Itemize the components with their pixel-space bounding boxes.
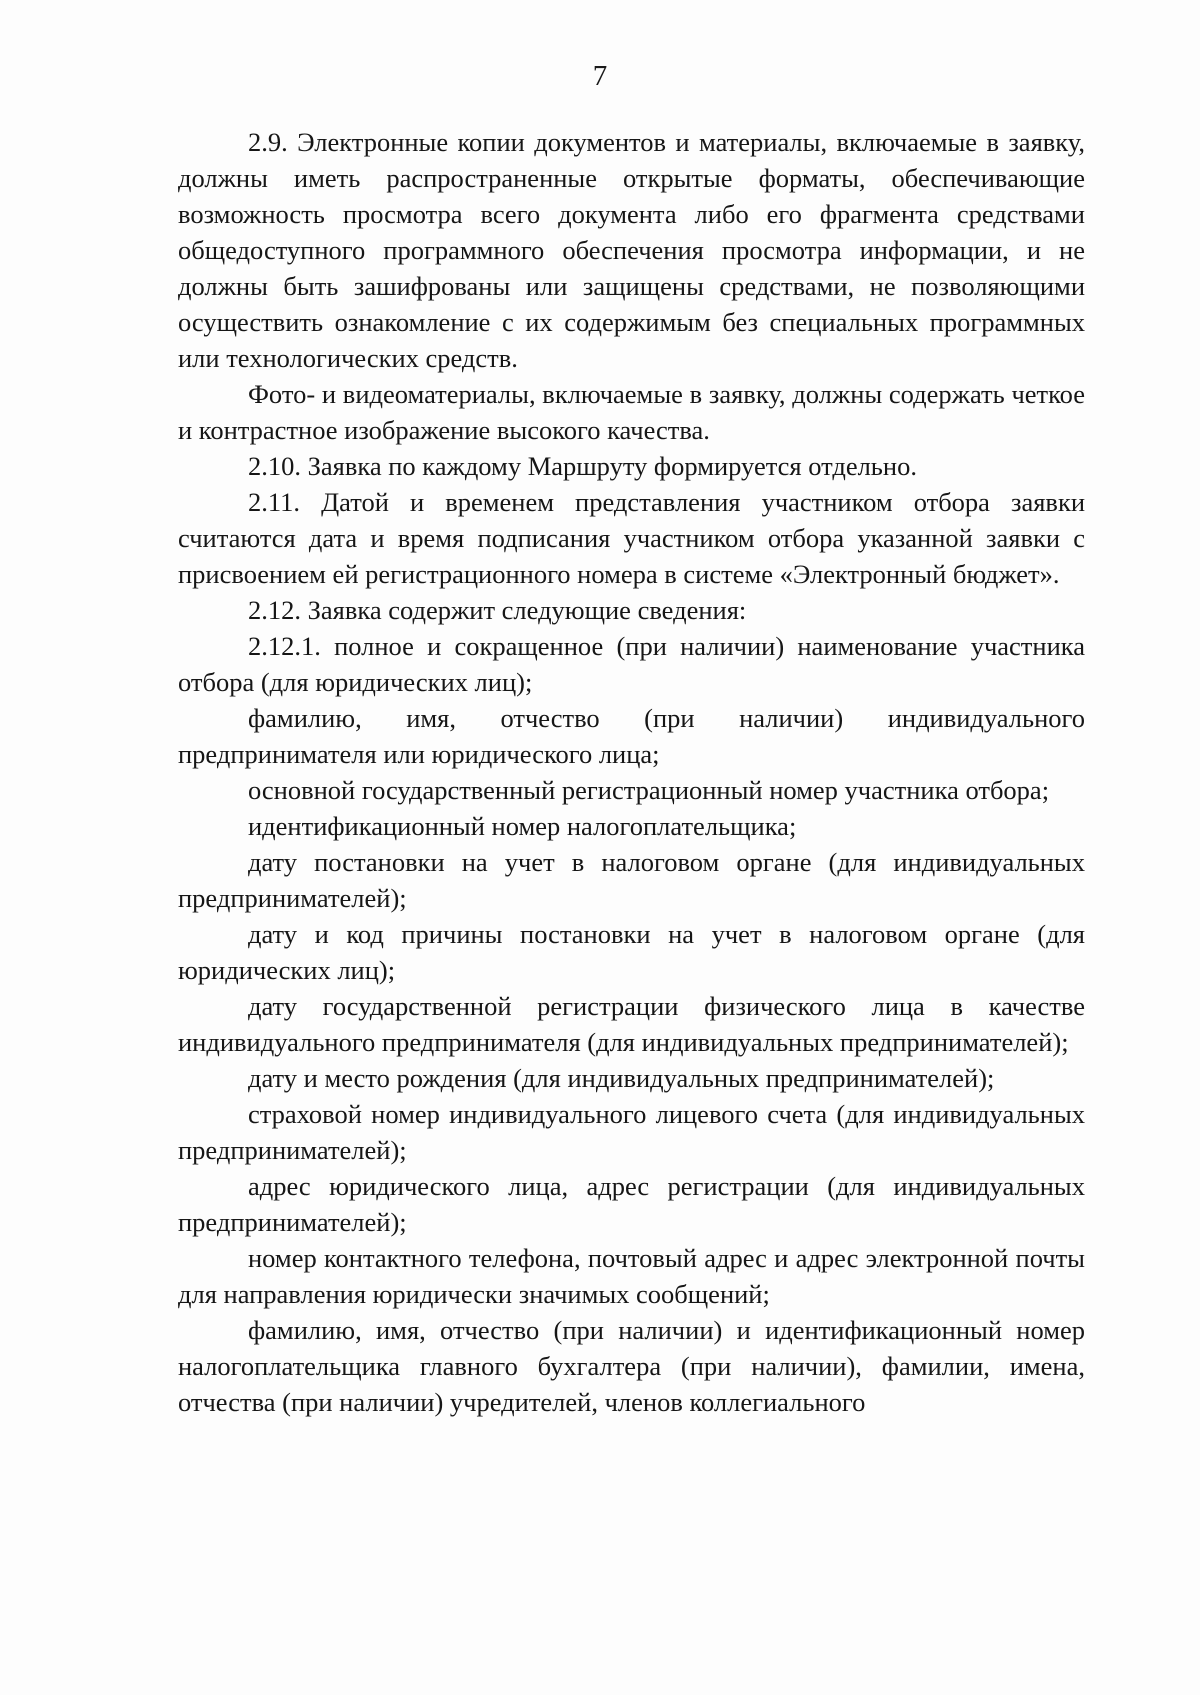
paragraph-2-12: 2.12. Заявка содержит следующие сведения: xyxy=(248,595,747,625)
paragraph-2-9: 2.9. Электронные копии документов и материалы, включаемые в заявку, должны иметь распространенные открытые форматы, обеспечивающие возможность просмотра всего документа либо его фрагмента средствами общедоступного программного обеспечения просмотра информации, и не должны быть зашифрованы или защищены средствами, не позволяющими осуществить ознакомление с их содержимым без специальных программных или технологических средств. xyxy=(178,127,1085,373)
list-item: дату и место рождения (для индивидуальных предпринимателей); xyxy=(248,1063,995,1093)
list-item: основной государственный регистрационный номер участника отбора; xyxy=(248,775,1050,805)
list-item: дату государственной регистрации физического лица в качестве индивидуального предпринимателя (для индивидуальных предпринимателей); xyxy=(178,991,1085,1057)
list-item: адрес юридического лица, адрес регистрации (для индивидуальных предпринимателей); xyxy=(178,1171,1085,1237)
paragraph-2-12-1: 2.12.1. полное и сокращенное (при наличии) наименование участника отбора (для юридических лиц); xyxy=(178,631,1085,697)
page-number: 7 xyxy=(592,60,608,92)
paragraph-2-11: 2.11. Датой и временем представления участником отбора заявки считаются дата и время подписания участником отбора указанной заявки с присвоением ей регистрационного номера в системе «Электронный бюджет». xyxy=(178,487,1085,589)
list-item: дату постановки на учет в налоговом органе (для индивидуальных предпринимателей); xyxy=(178,847,1085,913)
document-body xyxy=(178,124,1085,1420)
paragraph-photo-video: Фото- и видеоматериалы, включаемые в заявку, должны содержать четкое и контрастное изображение высокого качества. xyxy=(178,379,1085,445)
list-item: фамилию, имя, отчество (при наличии) и идентификационный номер налогоплательщика главного бухгалтера (при наличии), фамилии, имена, отчества (при наличии) учредителей, членов коллегиального xyxy=(178,1315,1085,1417)
paragraph-2-10: 2.10. Заявка по каждому Маршруту формируется отдельно. xyxy=(248,451,917,481)
list-item: фамилию, имя, отчество (при наличии) индивидуального предпринимателя или юридического лица; xyxy=(178,703,1085,769)
list-item: дату и код причины постановки на учет в налоговом органе (для юридических лиц); xyxy=(178,919,1085,985)
list-item: идентификационный номер налогоплательщика; xyxy=(248,811,797,841)
list-item: страховой номер индивидуального лицевого счета (для индивидуальных предпринимателей); xyxy=(178,1099,1085,1165)
list-item: номер контактного телефона, почтовый адрес и адрес электронной почты для направления юридически значимых сообщений; xyxy=(178,1243,1085,1309)
